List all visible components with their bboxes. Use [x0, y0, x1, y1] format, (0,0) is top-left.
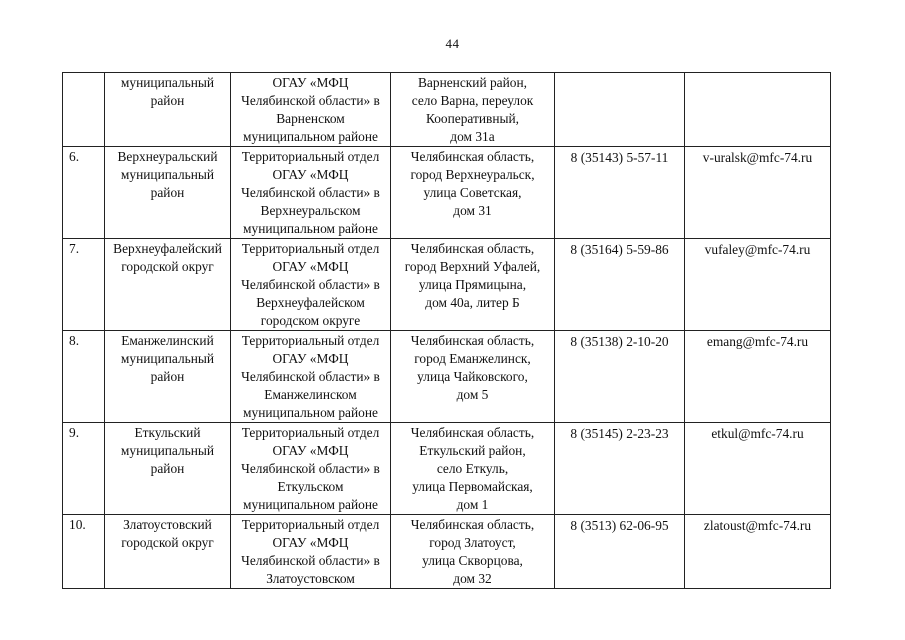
phone-cell: 8 (35143) 5-57-11	[555, 147, 685, 239]
table-row	[63, 147, 831, 239]
municipality-cell: Еткульский муниципальный район	[105, 423, 231, 515]
municipality-cell: Верхнеуральский муниципальный район	[105, 147, 231, 239]
phone-cell: 8 (35145) 2-23-23	[555, 423, 685, 515]
email-cell	[685, 73, 831, 147]
table-row	[63, 239, 831, 331]
address-cell: Челябинская область, город Еманжелинск, улица Чайковского, дом 5	[391, 331, 555, 423]
office-cell: Территориальный отдел ОГАУ «МФЦ Челябинской области» в Златоустовском	[231, 515, 391, 589]
row-number-cell: 8.	[63, 331, 105, 423]
phone-cell: 8 (35138) 2-10-20	[555, 331, 685, 423]
row-number-cell	[63, 73, 105, 147]
email-cell: v-uralsk@mfc-74.ru	[685, 147, 831, 239]
office-cell: Территориальный отдел ОГАУ «МФЦ Челябинской области» в Верхнеуральском муниципальном районе	[231, 147, 391, 239]
table-row	[63, 423, 831, 515]
office-cell: Территориальный отдел ОГАУ «МФЦ Челябинской области» в Верхнеуфалейском городском округе	[231, 239, 391, 331]
office-cell: ОГАУ «МФЦ Челябинской области» в Варненском муниципальном районе	[231, 73, 391, 147]
address-cell: Челябинская область, Еткульский район, село Еткуль, улица Первомайская, дом 1	[391, 423, 555, 515]
address-cell: Челябинская область, город Верхнеуральск, улица Советская, дом 31	[391, 147, 555, 239]
address-cell: Челябинская область, город Златоуст, улица Скворцова, дом 32	[391, 515, 555, 589]
municipality-cell: Еманжелинский муниципальный район	[105, 331, 231, 423]
municipality-cell: Верхнеуфалейский городской округ	[105, 239, 231, 331]
row-number-cell: 7.	[63, 239, 105, 331]
municipality-cell: Златоустовский городской округ	[105, 515, 231, 589]
table-row	[63, 331, 831, 423]
email-cell: etkul@mfc-74.ru	[685, 423, 831, 515]
municipality-cell: муниципальный район	[105, 73, 231, 147]
email-cell: emang@mfc-74.ru	[685, 331, 831, 423]
mfc-offices-table	[62, 72, 831, 589]
phone-cell: 8 (3513) 62-06-95	[555, 515, 685, 589]
row-number-cell: 10.	[63, 515, 105, 589]
table-row	[63, 73, 831, 147]
table-row	[63, 515, 831, 589]
address-cell: Варненский район, село Варна, переулок Кооперативный, дом 31а	[391, 73, 555, 147]
email-cell: vufaley@mfc-74.ru	[685, 239, 831, 331]
address-cell: Челябинская область, город Верхний Уфалей, улица Прямицына, дом 40а, литер Б	[391, 239, 555, 331]
row-number-cell: 9.	[63, 423, 105, 515]
email-cell: zlatoust@mfc-74.ru	[685, 515, 831, 589]
phone-cell	[555, 73, 685, 147]
office-cell: Территориальный отдел ОГАУ «МФЦ Челябинской области» в Еманжелинском муниципальном районе	[231, 331, 391, 423]
phone-cell: 8 (35164) 5-59-86	[555, 239, 685, 331]
office-cell: Территориальный отдел ОГАУ «МФЦ Челябинской области» в Еткульском муниципальном районе	[231, 423, 391, 515]
page-number: 44	[445, 36, 460, 51]
row-number-cell: 6.	[63, 147, 105, 239]
